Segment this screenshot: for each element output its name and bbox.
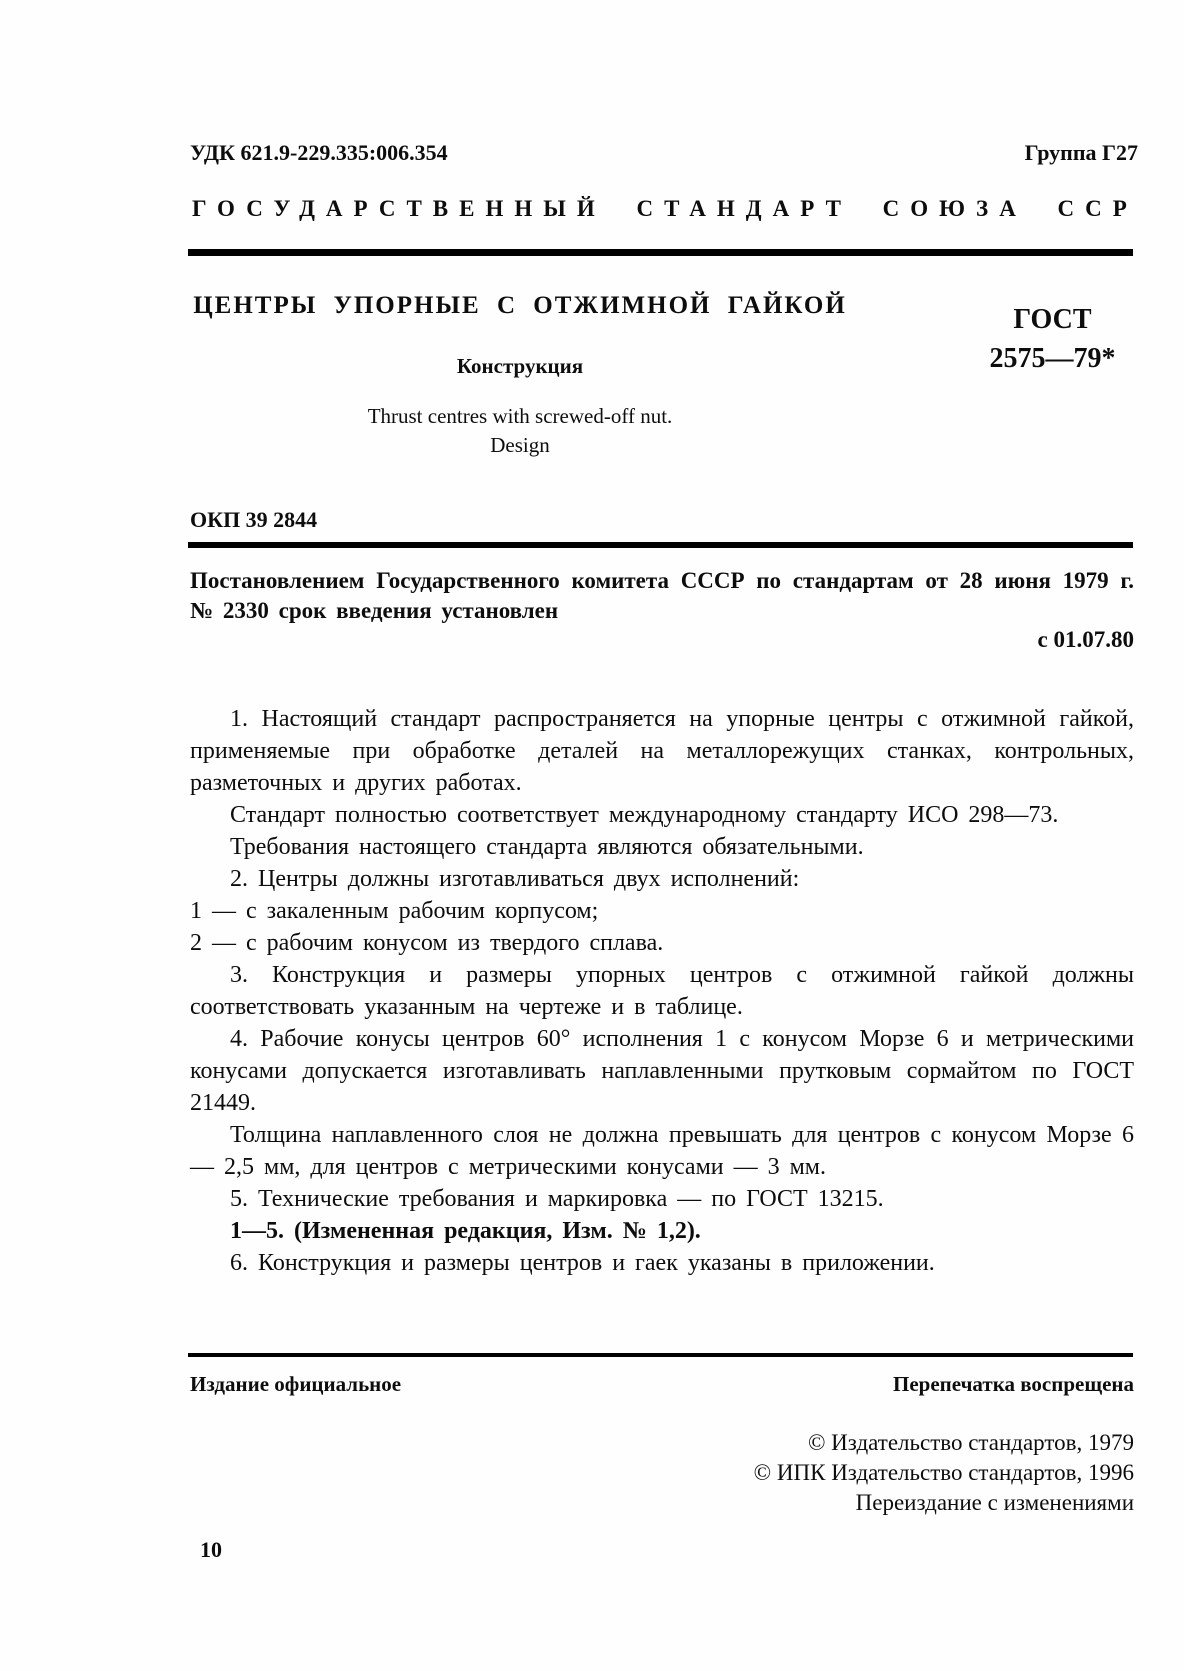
header-rule bbox=[188, 249, 1133, 256]
decree-text: Постановлением Государственного комитета СССР по стандартам от 28 июня 1979 г. № 2330 срок введения установлен bbox=[190, 568, 1134, 623]
standard-number bbox=[955, 300, 1150, 378]
effective-date: с 01.07.80 bbox=[1037, 627, 1134, 652]
state-standard-header: ГОСУДАРСТВЕННЫЙ СТАНДАРТ СОЮЗА ССР bbox=[192, 196, 1138, 221]
body-paragraph: 2 — с рабочим конусом из твердого сплава. bbox=[190, 930, 664, 956]
reissue-note: Переиздание с изменениями bbox=[855, 1490, 1134, 1515]
body-paragraph: 5. Технические требования и маркировка — по ГОСТ 13215. bbox=[230, 1186, 884, 1212]
copyright-block bbox=[190, 1428, 1134, 1518]
footer-row bbox=[190, 1372, 1134, 1397]
body-paragraph-amendment: 1—5. (Измененная редакция, Изм. № 1,2). bbox=[230, 1218, 701, 1244]
footer-rule bbox=[188, 1353, 1133, 1357]
body-paragraph: 2. Центры должны изготавливаться двух исполнений: bbox=[230, 866, 800, 892]
body-paragraph: 6. Конструкция и размеры центров и гаек указаны в приложении. bbox=[230, 1250, 935, 1276]
classification-row bbox=[190, 140, 1138, 166]
body-paragraph: 1 — с закаленным рабочим корпусом; bbox=[190, 898, 599, 924]
body-paragraph: 4. Рабочие конусы центров 60° исполнения 1 с конусом Морзе 6 и метрическими конусами допускается изготавливать наплавленными прутковым сормайтом по ГОСТ 21449. bbox=[190, 1026, 1134, 1116]
group-code: Группа Г27 bbox=[1024, 140, 1138, 165]
official-edition-label: Издание официальное bbox=[190, 1372, 402, 1396]
copyright-line-1979: © Издательство стандартов, 1979 bbox=[807, 1430, 1134, 1455]
udk-code: УДК 621.9-229.335:006.354 bbox=[190, 140, 448, 165]
standard-number-line2: 2575—79* bbox=[989, 343, 1116, 374]
okp-rule bbox=[188, 542, 1133, 548]
page-number: 10 bbox=[200, 1537, 222, 1562]
okp-code: ОКП 39 2844 bbox=[190, 507, 318, 532]
copyright-line-1996: © ИПК Издательство стандартов, 1996 bbox=[753, 1460, 1134, 1485]
document-title-en bbox=[190, 402, 850, 460]
title-en-line2: Design bbox=[490, 433, 550, 457]
standard-number-line1: ГОСТ bbox=[1013, 304, 1092, 335]
reprint-prohibited-label: Перепечатка воспрещена bbox=[893, 1372, 1134, 1396]
body-text bbox=[190, 703, 1134, 1279]
document-title-ru: ЦЕНТРЫ УПОРНЫЕ С ОТЖИМНОЙ ГАЙКОЙ bbox=[193, 292, 847, 319]
body-paragraph: 3. Конструкция и размеры упорных центров с отжимной гайкой должны соответствовать указанным на чертеже и в таблице. bbox=[190, 962, 1134, 1020]
document-subtitle-ru: Конструкция bbox=[456, 354, 584, 378]
body-paragraph: Толщина наплавленного слоя не должна превышать для центров с конусом Морзе 6 — 2,5 мм, для центров с метрическими конусами — 3 мм. bbox=[190, 1122, 1134, 1180]
body-paragraph: Стандарт полностью соответствует международному стандарту ИСО 298—73. bbox=[230, 802, 1059, 828]
title-en-line1: Thrust centres with screwed-off nut. bbox=[367, 404, 673, 428]
body-paragraph: 1. Настоящий стандарт распространяется на упорные центры с отжимной гайкой, применяемые при обработке деталей на металлорежущих станках, контрольных, разметочных и других работах. bbox=[190, 706, 1134, 796]
body-paragraph: Требования настоящего стандарта являются обязательными. bbox=[230, 834, 864, 860]
